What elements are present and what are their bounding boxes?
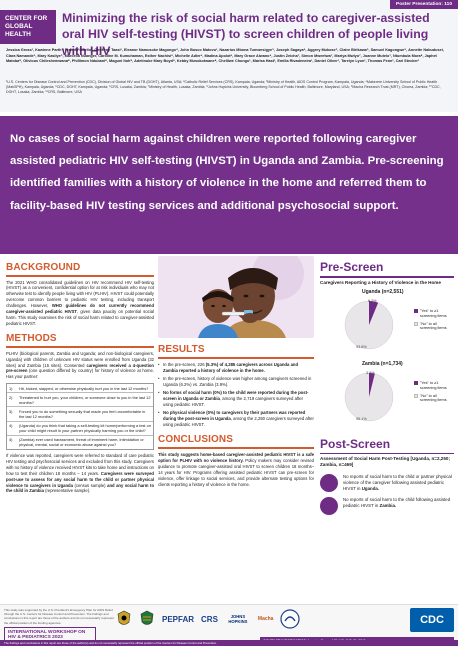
background-text [6, 280, 154, 328]
legend-label: "No" to all screening items [420, 393, 447, 403]
postscreen-item-zambia [320, 497, 454, 515]
methods-text-continued [6, 453, 154, 495]
methods-text-part: (one question differed by country) for history of violence at home. Has your partner: [6, 368, 154, 380]
legend-item-no [414, 322, 454, 332]
legend-item-yes [414, 309, 454, 319]
pie-legend [414, 309, 454, 335]
section-divider [158, 447, 314, 449]
legend-item-yes [414, 381, 454, 391]
question-row [7, 384, 153, 393]
postscreen-item-uganda [320, 474, 454, 492]
pie-svg [336, 367, 402, 427]
section-divider [6, 275, 154, 277]
methods-text-part: If violence was reported, caregivers were referred to standard of care pediatric HIV testing and psychosocial services and excluded from this study. Caregivers with no history of violence received HIVST kits to take home and instructions on how to test their children 18 months – 14 years. [6, 452, 154, 476]
key-finding-banner [0, 116, 458, 254]
background-text-bold: WHO guidelines do not currently recommend caregiver-assisted pediatric HIVST [6, 303, 155, 315]
question-text: (Zambia) ever used harassment, threat of imminent harm, intimidation or physical, mental, social or economic abuse against you? [19, 436, 144, 448]
legend-swatch [414, 322, 418, 326]
right-column [320, 256, 454, 515]
question-number: 4) [9, 436, 13, 442]
conclusions-text-bold: This study suggests home-based caregiver-assisted pediatric HIVST is a safe option for PLHIV with no violence history. [158, 451, 314, 463]
methods-text-part: (census sample) [72, 482, 108, 488]
methods-text-part: (representative sample). [43, 488, 91, 494]
section-divider [158, 357, 314, 359]
affiliations: ¹U.S. Centers for Disease Control and Prevention (CDC), Division of Global HIV and TB (DGHT), Atlanta, USA; ²Catholic Relief Services (CRS), Kampala, Uganda; ³Ministry of Health, AIDS Control Program, Kampala, Uganda; ⁴Makerere University School of Public Health (MakSPH), Kampala, Uganda; ⁵CDC, DGHT, Kampala, Uganda; ⁶CRS, Lusaka, Zambia; ⁷Ministry of Health, Lusaka, Zambia; ⁸Johns Hopkins University, Bloomberg School of Public Health, Baltimore, Maryland, USA; ⁹Macha Research Trust (MRT), Choma, Zambia; ¹⁰CDC, DGHT, Lusaka, Zambia; ¹¹CRS, Baltimore, USA [6, 80, 441, 95]
methods-text-bold: caregivers received a 4-question pre-screen [6, 362, 154, 374]
question-text: Hit, kicked, slapped, or otherwise physically hurt you in the last 12 months? [19, 385, 149, 391]
postscreen-text-part: No reports of social harm to the child or partner physical violence of the caregiver following assisted pediatric HIVST in [343, 473, 452, 491]
postscreen-text-bold: Zambia. [379, 503, 397, 509]
uganda-coat-of-arms-icon [116, 608, 132, 630]
pie-title: Zambia (n=1,734) [362, 360, 403, 367]
center-for-global-health-logo: CENTER FOR GLOBAL HEALTH [0, 10, 56, 44]
purple-circle-icon [320, 497, 338, 515]
legend-item-no [414, 394, 454, 404]
section-divider [320, 276, 454, 278]
caregiver-testing-child-illustration [158, 256, 314, 338]
question-text: Threatened to hurt you, your children, or someone close to you in the last 12 months? [19, 394, 151, 405]
bullet-text: , among the 2,719 caregivers surveyed after using pediatric HIVST. [163, 396, 304, 408]
author-list: Jessica Gross¹, Kawinne Parth¹, Francis Okello², Geoffrey Taasi³, Eleanor Namusoke Magongo⁴, John Bosco Matovu³, Nazarius Mbona Tumwesigye⁵, Joseph Sagaya⁶, Aggrey Mukose⁵, Claire Birikawa⁵, Samuel Kagongwe⁵, Annette Nabudusei, Clara Namande⁵, Mary Kasiiye⁵, Marcella Nuanger, Caroline M. Kumuhaman, Esther Nachisi⁶, Michelle Adler⁶, Madina Apolot⁶, Mary Grace Alwano⁴, Justin Zeicha⁷, Simon Mweetwa⁷, Mariya Mwiyo⁷, Joanne Mutelo⁷, Ntumbula Mora⁸, Japhet Matoba⁸, Olivious Chileshemwana⁸, Phillimon Ndubani⁸, Maguni Itoh⁸, Adetinuke Mary Boyd⁸, Kebby Musokotwane⁸, Chelliwe Chungu¹, Marisa Hast¹, Emilia Rivadeneira¹, Daniel Oliver¹, Tarelyn Lyon¹, Thomas Fenn¹, Carl Stecker¹ [6, 48, 444, 63]
bullet-text: , among the 2,250 caregivers surveyed after using pediatric HIVST. [163, 416, 314, 428]
pie-no-percent: 93.8% [356, 344, 367, 349]
methods-text-bold: Caregivers were surveyed post-use to assess for any social harm to the child or partner physical violence to caregivers in Uganda [6, 470, 154, 488]
question-row [7, 393, 153, 407]
bullet-text: In the pre-screen, history of violence was higher among caregivers screened in Uganda (6.2%) vs. Zambia (3.9%). [163, 375, 312, 387]
question-number: 2) [9, 394, 13, 400]
pie-yes-percent: 6.2% [368, 298, 377, 303]
macha-logo: Macha [257, 616, 274, 622]
results-bullet [158, 362, 314, 374]
bullet-text-bold: No physical violence (0%) to caregivers by their partners was reported during the post-screen in Uganda [163, 410, 306, 422]
poster-number: Poster Presentation: 110 [390, 0, 458, 9]
pie-no-percent: 96.1% [356, 416, 367, 421]
results-bullet [158, 390, 314, 408]
pepfar-logo: PEPFAR [162, 614, 195, 624]
conclusions-text-part: Policy makers may consider revised guidance to promote caregiver-assisted oral HIVST to screen children 18 months–14 years for HIV. Programs offering assisted pediatric HIVST can pre-screen for violence, offer linkage to social services, and provide alternate testing options for clients reporting a history of violence in the home. [158, 457, 315, 487]
question-row [7, 436, 153, 449]
legend-swatch [414, 309, 418, 313]
conclusions-text [158, 452, 314, 488]
bullet-text: In the pre-screen, 226 [163, 361, 206, 367]
results-bullet [158, 410, 314, 428]
prescreen-heading: Pre-Screen [320, 260, 384, 274]
prescreen-questions-table [6, 383, 154, 449]
crs-logo: CRS [201, 614, 218, 624]
methods-text [6, 351, 154, 381]
section-divider [6, 346, 154, 348]
results-bullet [158, 376, 314, 388]
legend-swatch [414, 394, 418, 398]
results-list [158, 362, 314, 429]
disclaimer-strip: The findings and conclusions in this report are those of the author(s) and do not necessarily represent the official position of the Centers for Disease Control and Prevention. [0, 640, 458, 646]
zambia-coat-of-arms-icon [139, 608, 155, 630]
illustration-svg [158, 256, 314, 338]
funding-statement: This study was supported by the U.S. President's Emergency Plan for AIDS Relief through the U.S. Centers for Disease Control and Prevention. The findings and conclusions in this report are those of the authors and do not necessarily represent the official position of the funding agencies. [4, 608, 114, 625]
section-divider [320, 453, 454, 455]
question-number: 3) [9, 408, 13, 414]
pie-legend [414, 381, 454, 407]
postscreen-text-part: No reports of social harm to the child following assisted pediatric HIVST in [343, 497, 451, 509]
prescreen-subtitle: Caregivers Reporting a History of Violence in the Home [320, 279, 441, 285]
cdc-logo: CDC [410, 608, 454, 632]
methods-heading: METHODS [6, 333, 57, 345]
pie-yes-percent: 3.9% [366, 370, 375, 375]
postscreen-text-bold: Uganda. [361, 485, 380, 491]
background-text-part: The 2021 WHO consolidated guidelines on HIV recommend HIV self-testing (HIVST) as a convenient, confidential option for at risk individuals who may not otherwise test to identify people living with HIV (PLHIV). HIVST could potentially overcome common barriers to pediatric HIV testing, including transport challenges. However, [6, 279, 154, 309]
pie-chart-zambia [320, 361, 454, 427]
pie-svg [336, 295, 402, 355]
question-text: (Uganda) do you think that taking a self-testing kit home/performing a test on your child might result in your partner physically harming you or the child? [19, 422, 151, 434]
methods-text-bold: and any social harm to the child in Zambia [6, 482, 154, 494]
poster-title: Minimizing the risk of social harm related to caregiver-assisted oral HIV self-testing (HIVST) to screen children of people living with HIV [62, 11, 430, 58]
legend-label: "Yes" to ≥1 screening items [420, 308, 447, 318]
purple-circle-icon [320, 474, 338, 492]
partner-logos [116, 608, 300, 630]
background-heading: BACKGROUND [6, 262, 81, 273]
question-row [7, 422, 153, 436]
pie-title: Uganda (n=2,551) [362, 288, 404, 295]
bullet-text-bold: (5.3%) of 4,285 caregivers across Uganda and Zambia reported a history of violence in the home. [163, 361, 299, 373]
question-text: Forced you to do something sexually that made you feel uncomfortable in the last 12 months? [19, 408, 146, 419]
results-heading: RESULTS [158, 344, 205, 355]
johns-hopkins-logo: JOHNS HOPKINS [228, 613, 248, 624]
question-number: 4) [9, 422, 13, 428]
postscreen-heading: Post-Screen [320, 436, 391, 451]
results-section [158, 344, 314, 428]
middle-column [158, 256, 314, 488]
hhs-logo-icon [280, 608, 300, 630]
question-row [7, 407, 153, 421]
conference-logo: INTERNATIONAL WORKSHOP ON HIV & PEDIATRICS 2023 [4, 627, 96, 641]
question-number: 1) [9, 385, 13, 391]
postscreen-text [343, 497, 454, 509]
postscreen-subtitle: Assessment of Social Harm Post-Testing [Uganda, n=2,250; Zambia, n=469] [320, 456, 450, 468]
postscreen-text [343, 474, 454, 492]
pie-chart-uganda [320, 289, 454, 355]
bullet-text-bold: No forms of social harm (0%) to the child were reported during the post-screen in Uganda or Zambia [163, 390, 309, 402]
header [0, 0, 458, 112]
legend-label: "Yes" to ≥1 screening items [420, 380, 447, 390]
left-column [6, 256, 154, 494]
legend-label: "No" to all screening items [420, 321, 447, 331]
methods-text-part: PLHIV (biological parents, Zambia and Uganda; and non-biological caregivers, Uganda) with children of unknown HIV status were enrolled from Uganda (32 sites) and Zambia (15 sites). Consented [6, 350, 154, 368]
legend-swatch [414, 381, 418, 385]
key-finding-text: No cases of social harm against children were reported following caregiver assisted pediatric HIV self-testing (HIVST) in Uganda and Zambia. Pre-screening identified families with a history of violence in the home and referred them to facility-based HIV testing services and additional psychosocial support. [10, 133, 444, 212]
conclusions-heading: CONCLUSIONS [158, 434, 233, 446]
background-text-part: , given data paucity on potential social harm. This study examines the risk of social harm related to caregiver-assisted pediatric HIVST. [6, 309, 154, 327]
